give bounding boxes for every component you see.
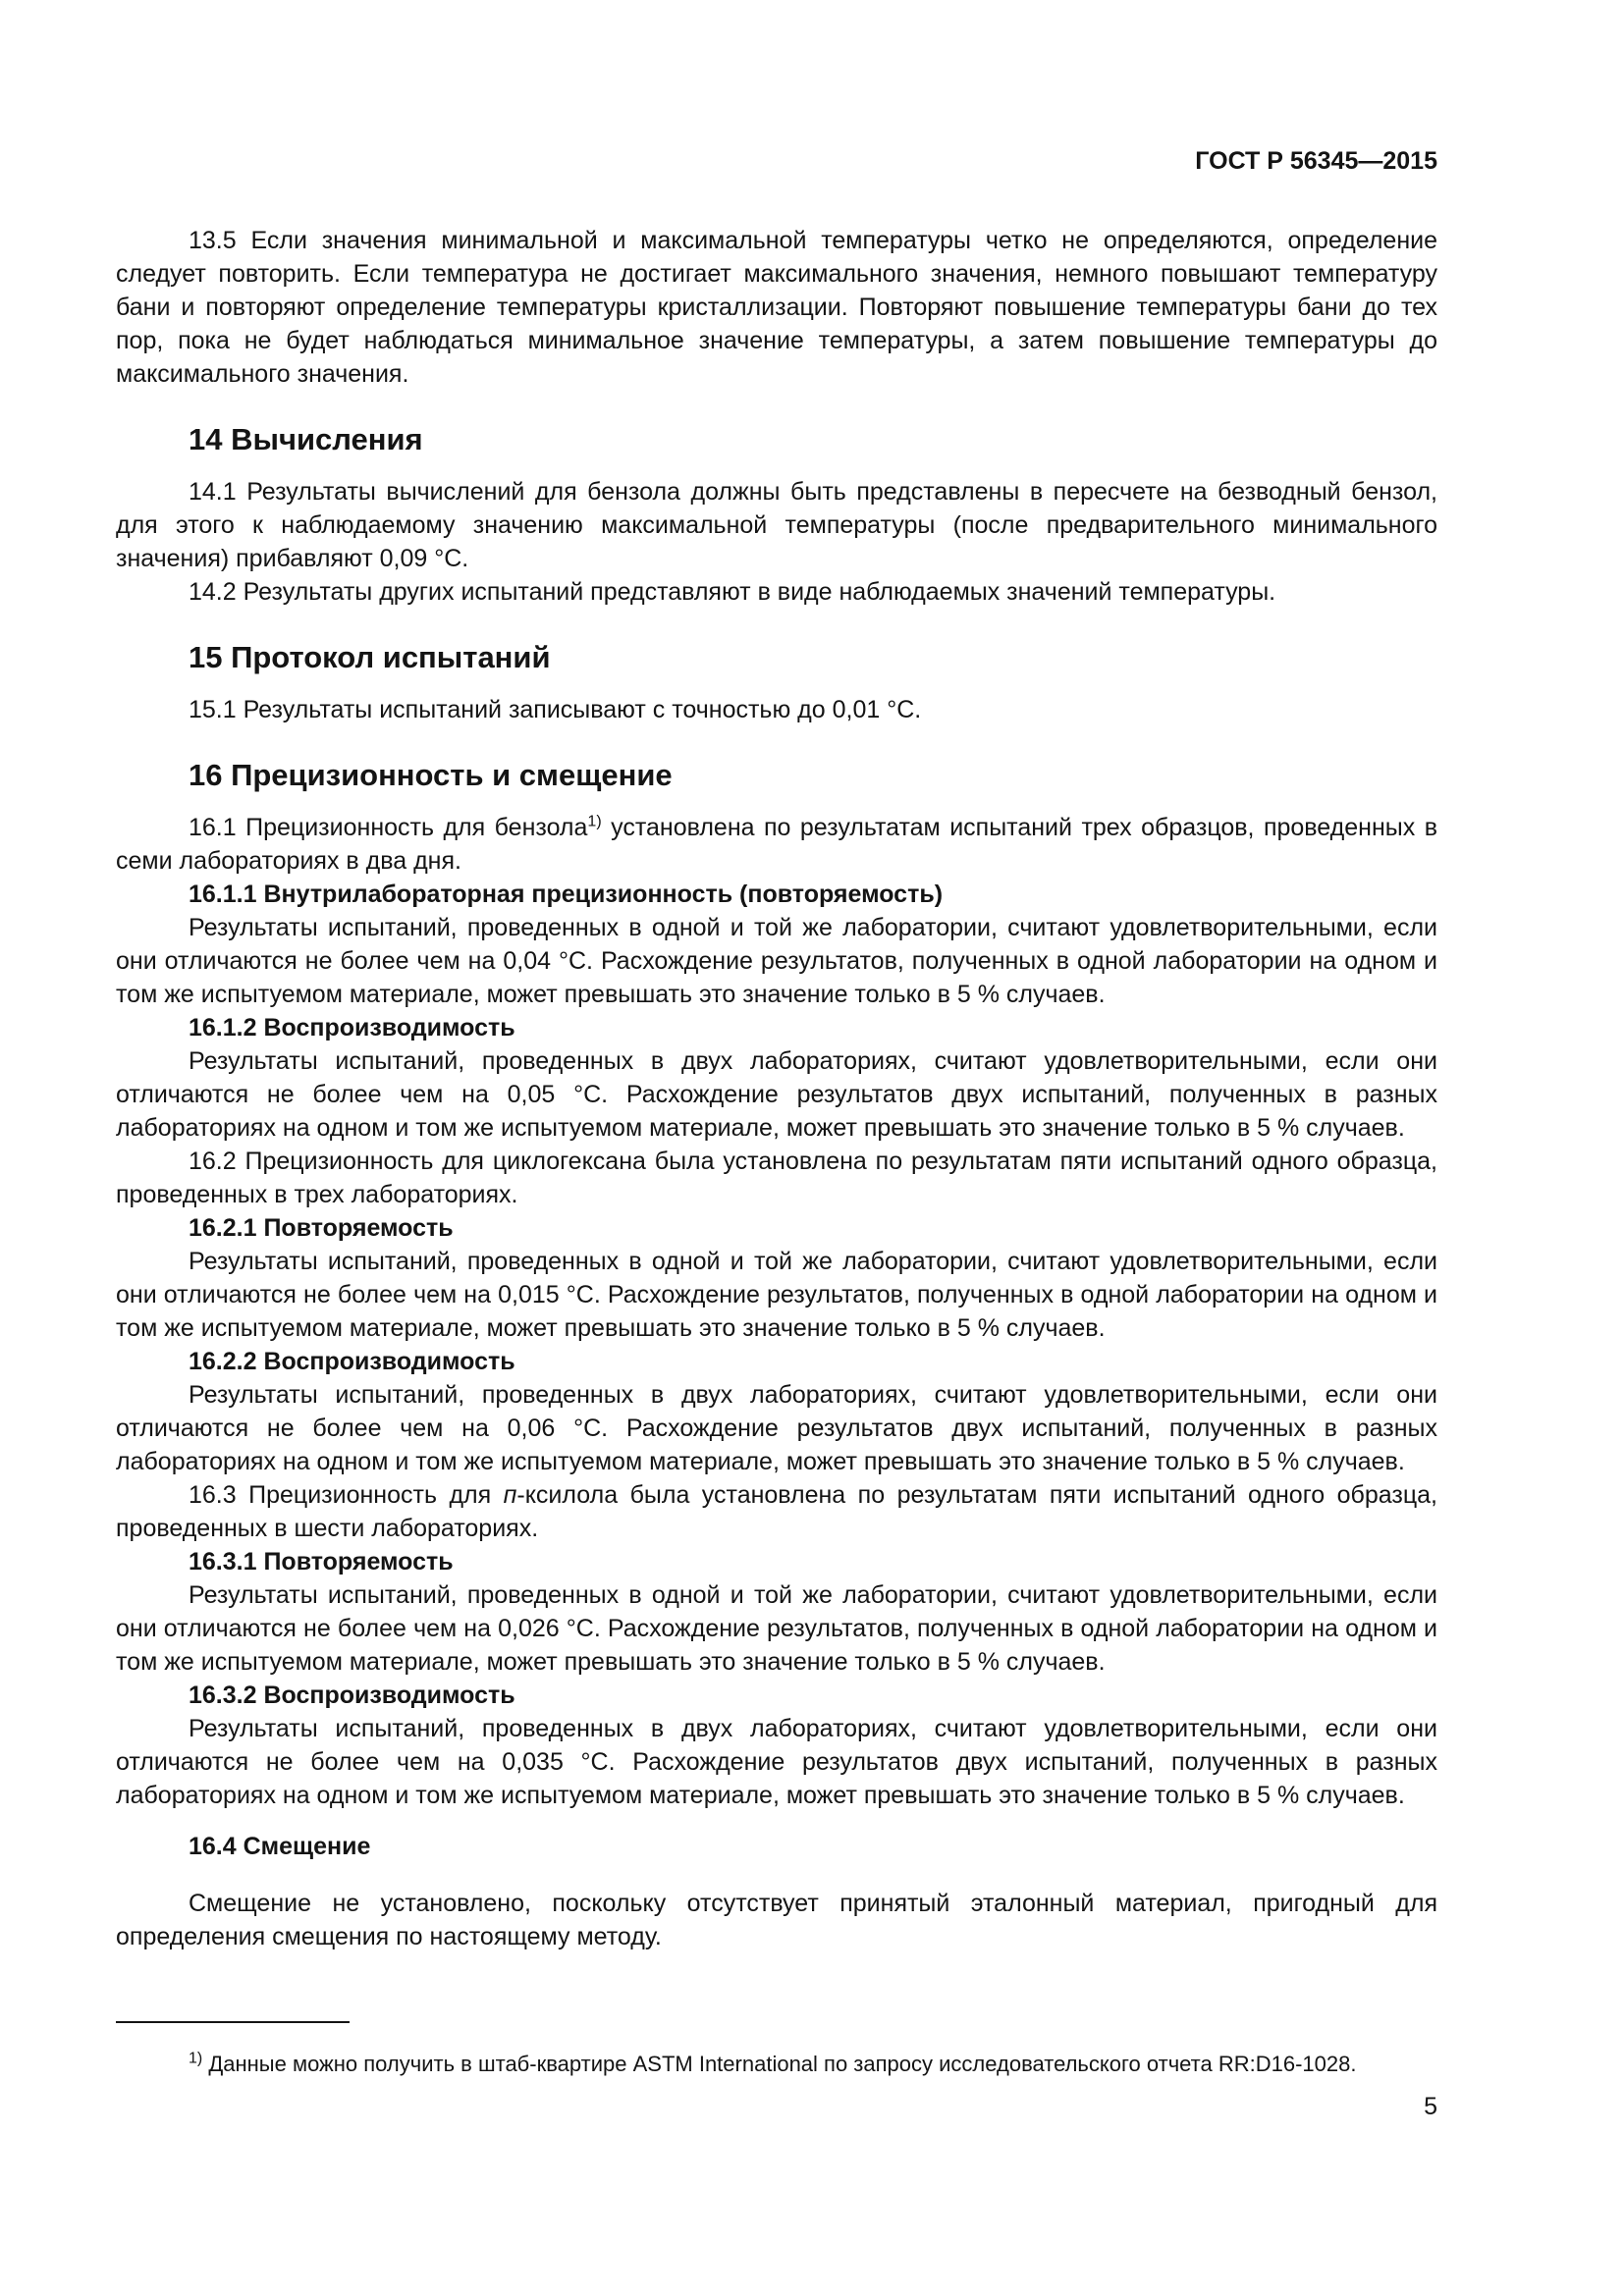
footnote-separator: [116, 2021, 350, 2023]
subsection-16-1-2-heading: 16.1.2 Воспроизводимость: [189, 1014, 515, 1041]
paragraph-16-3-text-a: 16.3 Прецизионность для: [189, 1481, 504, 1509]
section-15-heading: 15 Протокол испытаний: [189, 640, 551, 674]
footnote-mark: 1): [189, 2050, 203, 2067]
subsection-16-1-1-heading: 16.1.1 Внутрилабораторная прецизионность (повторяемость): [189, 881, 944, 908]
paragraph-16-2-1: Результаты испытаний, проведенных в одной и той же лаборатории, считают удовлетворительными, если они отличаются не более чем на 0,015 °С. Расхождение результатов, полученных в одной лаборатории на одном и том же испытуемом материале, может превышать это значение только в 5 % случаев.: [116, 1248, 1437, 1342]
footnote-reference: 1): [587, 813, 602, 830]
paragraph-16-1-2: Результаты испытаний, проведенных в двух лабораториях, считают удовлетворительными, если они отличаются не более чем на 0,05 °С. Расхождение результатов двух испытаний, полученных в разных лабораториях на одном и том же испытуемом материале, может превышать это значение только в 5 % случаев.: [116, 1047, 1437, 1142]
subsection-16-3-1-heading: 16.3.1 Повторяемость: [189, 1548, 454, 1575]
paragraph-16-1: [116, 811, 1437, 878]
paragraph-16-2-2: Результаты испытаний, проведенных в двух лабораториях, считают удовлетворительными, если они отличаются не более чем на 0,06 °С. Расхождение результатов двух испытаний, полученных в разных лабораториях на одном и том же испытуемом материале, может превышать это значение только в 5 % случаев.: [116, 1381, 1437, 1475]
paragraph-16-3-2: Результаты испытаний, проведенных в двух лабораториях, считают удовлетворительными, если они отличаются не более чем на 0,035 °С. Расхождение результатов двух испытаний, полученных в разных лабораториях на одном и том же испытуемом материале, может превышать это значение только в 5 % случаев.: [116, 1715, 1437, 1809]
subsection-16-4-heading: 16.4 Смещение: [189, 1833, 371, 1860]
paragraph-16-4: Смещение не установлено, поскольку отсутствует принятый эталонный материал, пригодный для определения смещения по настоящему методу.: [116, 1890, 1437, 1950]
section-14-heading: 14 Вычисления: [189, 422, 423, 456]
paragraph-15-1: 15.1 Результаты испытаний записывают с точностью до 0,01 °С.: [189, 696, 922, 723]
paragraph-16-2: 16.2 Прецизионность для циклогексана была установлена по результатам пяти испытаний одного образца, проведенных в трех лабораториях.: [116, 1148, 1437, 1208]
footnote: [116, 2028, 1437, 2101]
paragraph-14-1: 14.1 Результаты вычислений для бензола должны быть представлены в пересчете на безводный бензол, для этого к наблюдаемому значению максимальной температуры (после предварительного минимального значения) прибавляют 0,09 °С.: [116, 478, 1437, 572]
paragraph-16-3: [116, 1478, 1437, 1545]
subsection-16-2-2-heading: 16.2.2 Воспроизводимость: [189, 1348, 515, 1375]
paragraph-13-5: 13.5 Если значения минимальной и максимальной температуры четко не определяются, определение следует повторить. Если температура не достигает максимального значения, немного повышают температуру бани и повторяют определение температуры кристаллизации. Повторяют повышение температуры бани до тех пор, пока не будет наблюдаться минимальное значение температуры, а затем повышение температуры до максимального значения.: [116, 227, 1437, 388]
footnote-line: [116, 2050, 1437, 2079]
paragraph-16-1-1: Результаты испытаний, проведенных в одной и той же лаборатории, считают удовлетворительными, если они отличаются не более чем на 0,04 °С. Расхождение результатов, полученных в одной лаборатории на одном и том же испытуемом материале, может превышать это значение только в 5 % случаев.: [116, 914, 1437, 1008]
paragraph-16-3-text-b: -ксилола была установлена по результатам пяти испытаний одного образца, проведенных в шести лабораториях.: [116, 1481, 1438, 1542]
subsection-16-2-1-heading: 16.2.1 Повторяемость: [189, 1214, 454, 1242]
standard-id: ГОСТ Р 56345—2015: [1195, 147, 1437, 175]
footnote-text: Данные можно получить в штаб-квартире ASTM International по запросу исследовательского отчета RR:D16-1028.: [202, 2052, 1357, 2076]
paragraph-16-1-text-a: 16.1 Прецизионность для бензола: [189, 814, 588, 841]
subsection-16-3-2-heading: 16.3.2 Воспроизводимость: [189, 1682, 515, 1709]
page-number: 5: [1424, 2093, 1437, 2120]
paragraph-14-2: 14.2 Результаты других испытаний представляют в виде наблюдаемых значений температуры.: [189, 578, 1276, 606]
paragraph-16-3-italic: п: [503, 1481, 517, 1509]
paragraph-16-1-text-b: установлена по результатам испытаний трех образцов, проведенных в семи лабораториях в два дня.: [116, 814, 1437, 875]
paragraph-16-3-1: Результаты испытаний, проведенных в одной и той же лаборатории, считают удовлетворительными, если они отличаются не более чем на 0,026 °С. Расхождение результатов, полученных в одной лаборатории на одном и том же испытуемом материале, может превышать это значение только в 5 % случаев.: [116, 1581, 1437, 1676]
section-16-heading: 16 Прецизионность и смещение: [189, 758, 673, 792]
page-body: [116, 224, 1437, 1953]
